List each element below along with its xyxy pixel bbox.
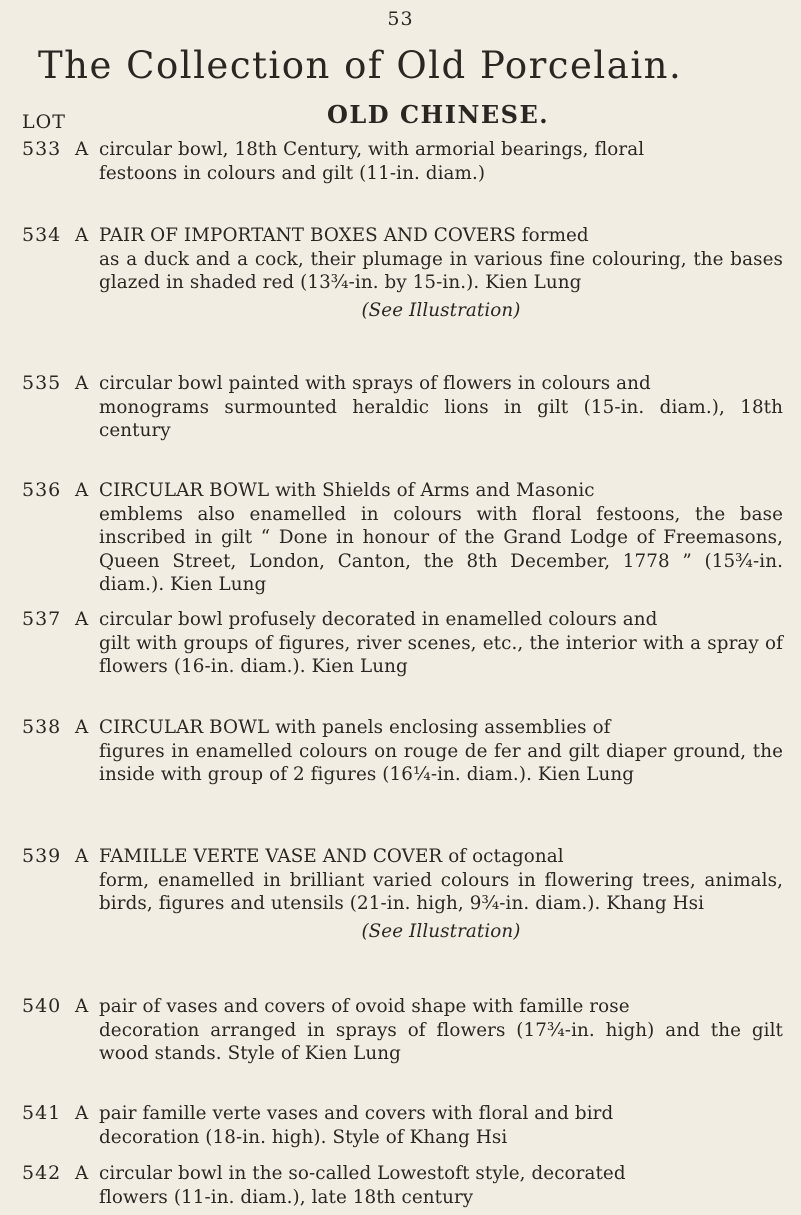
- lot-description: [75, 372, 783, 443]
- lot-number: 542: [22, 1162, 62, 1184]
- lot-column-label: LOT: [22, 111, 66, 133]
- lot-article: A: [75, 609, 89, 630]
- lot-number: 541: [22, 1102, 62, 1124]
- lot-continuation: decoration (18-in. high). Style of Khang Hsi: [99, 1126, 508, 1148]
- lot-lead-text: FAMILLE VERTE VASE AND COVER of octagonal: [99, 846, 564, 867]
- lot-description: [75, 845, 783, 943]
- lot-description: [75, 1102, 783, 1149]
- lot-article: A: [75, 1103, 89, 1124]
- lot-number: 540: [22, 995, 62, 1017]
- lot-continuation: festoons in colours and gilt (11-in. diam.): [99, 162, 486, 184]
- lot-description: [75, 995, 783, 1066]
- lot-lead-text: circular bowl painted with sprays of flowers in colours and: [99, 373, 651, 394]
- lot-continuation: gilt with groups of figures, river scenes, etc., the interior with a spray of flowers (16-in. diam.). Kien Lung: [99, 632, 783, 677]
- lot-article: A: [75, 139, 89, 160]
- lot-number: 538: [22, 716, 62, 738]
- lot-number: 533: [22, 138, 62, 160]
- lot-article: A: [75, 846, 89, 867]
- lot-lead-text: pair famille verte vases and covers with floral and bird: [99, 1103, 614, 1124]
- lot-continuation: as a duck and a cock, their plumage in various fine colouring, the bases glazed in shaded red (13¾-in. by 15-in.). Kien Lung: [99, 248, 783, 293]
- lot-continuation: flowers (11-in. diam.), late 18th century: [99, 1186, 474, 1208]
- lot-description: [75, 138, 783, 185]
- lot-article: A: [75, 225, 89, 246]
- lot-number: 536: [22, 479, 62, 501]
- lot-lead-text: CIRCULAR BOWL with panels enclosing assemblies of: [99, 717, 611, 738]
- lot-lead-text: circular bowl profusely decorated in enamelled colours and: [99, 609, 658, 630]
- section-heading: OLD CHINESE.: [327, 100, 550, 129]
- lot-continuation: monograms surmounted heraldic lions in gilt (15-in. diam.), 18th century: [99, 396, 783, 441]
- lot-continuation: figures in enamelled colours on rouge de fer and gilt diaper ground, the inside with group of 2 figures (16¼-in. diam.). Kien Lung: [99, 740, 783, 785]
- lot-article: A: [75, 480, 89, 501]
- lot-description: [75, 716, 783, 787]
- lot-continuation: emblems also enamelled in colours with floral festoons, the base inscribed in gilt “ Done in honour of the Grand Lodge of Freemasons, Queen Street, London, Canton, the 8th December, 1778 ” (15¾-in. diam.). Kien Lung: [99, 503, 783, 595]
- lot-lead-text: circular bowl, 18th Century, with armorial bearings, floral: [99, 139, 645, 160]
- lot-article: A: [75, 1163, 89, 1184]
- lot-lead-text: pair of vases and covers of ovoid shape with famille rose: [99, 996, 630, 1017]
- lot-article: A: [75, 717, 89, 738]
- lot-continuation: form, enamelled in brilliant varied colours in flowering trees, animals, birds, figures and utensils (21-in. high, 9¾-in. diam.). Khang Hsi: [99, 869, 783, 914]
- lot-number: 534: [22, 224, 62, 246]
- lot-number: 539: [22, 845, 62, 867]
- lot-lead-text: PAIR OF IMPORTANT BOXES AND COVERS formed: [99, 225, 589, 246]
- lot-lead-text: CIRCULAR BOWL with Shields of Arms and Masonic: [99, 480, 595, 501]
- page-number: 53: [387, 8, 414, 30]
- lot-number: 535: [22, 372, 62, 394]
- lot-description: [75, 608, 783, 679]
- lot-description: [75, 1162, 783, 1209]
- catalogue-title: The Collection of Old Porcelain.: [38, 44, 683, 87]
- lot-continuation: decoration arranged in sprays of flowers (17¾-in. high) and the gilt wood stands. Style of Kien Lung: [99, 1019, 783, 1064]
- lot-lead-text: circular bowl in the so-called Lowestoft style, decorated: [99, 1163, 626, 1184]
- lot-article: A: [75, 996, 89, 1017]
- illustration-note: (See Illustration): [361, 299, 521, 321]
- lot-description: [75, 479, 783, 597]
- illustration-note: (See Illustration): [361, 920, 521, 942]
- lot-number: 537: [22, 608, 62, 630]
- lot-article: A: [75, 373, 89, 394]
- lot-description: [75, 224, 783, 322]
